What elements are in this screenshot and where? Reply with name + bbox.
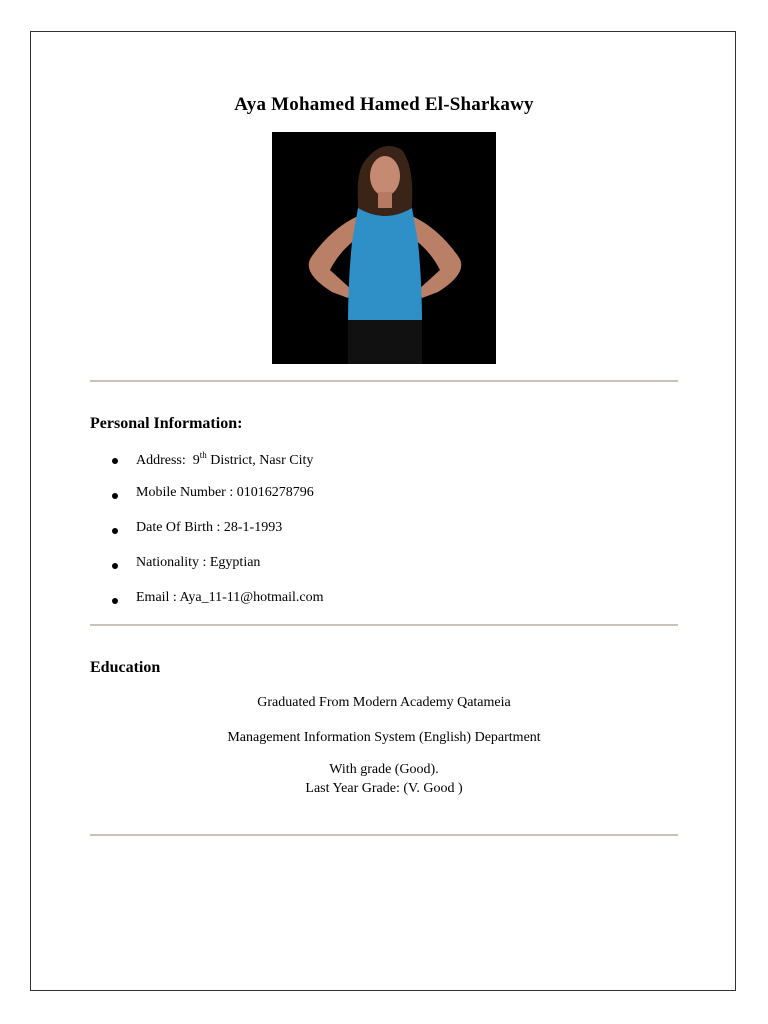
bullet-icon [112, 493, 118, 499]
email-text: Email : Aya_11-11@hotmail.com [136, 590, 324, 605]
mobile-text: Mobile Number : 01016278796 [136, 485, 314, 500]
bullet-icon [112, 563, 118, 569]
page-title: Aya Mohamed Hamed El-Sharkawy [234, 94, 534, 115]
personal-info-heading: Personal Information: [90, 415, 243, 432]
address-number: 9 [192, 453, 200, 468]
divider [90, 380, 678, 382]
education-line-3: With grade (Good). [329, 762, 439, 777]
person-image [272, 132, 496, 364]
nationality-text: Nationality : Egyptian [136, 555, 261, 570]
address-rest: District, Nasr City [210, 453, 314, 468]
divider [90, 624, 678, 626]
bullet-icon [112, 528, 118, 534]
education-heading: Education [90, 659, 161, 676]
list-item [112, 520, 323, 555]
address-label: Address: [136, 453, 186, 468]
education-line-1: Graduated From Modern Academy Qatameia [257, 695, 511, 710]
list-item [112, 555, 323, 590]
bullet-icon [112, 458, 118, 464]
list-item [112, 590, 323, 625]
personal-info-list [112, 450, 323, 625]
list-item [112, 450, 323, 485]
address-text [136, 450, 313, 469]
profile-photo [272, 132, 496, 364]
education-line-4: Last Year Grade: (V. Good ) [305, 781, 463, 796]
address-suffix: th [199, 450, 207, 460]
dob-text: Date Of Birth : 28-1-1993 [136, 520, 283, 535]
education-line-2: Management Information System (English) Department [227, 730, 541, 745]
bullet-icon [112, 598, 118, 604]
divider [90, 834, 678, 836]
list-item [112, 485, 323, 520]
